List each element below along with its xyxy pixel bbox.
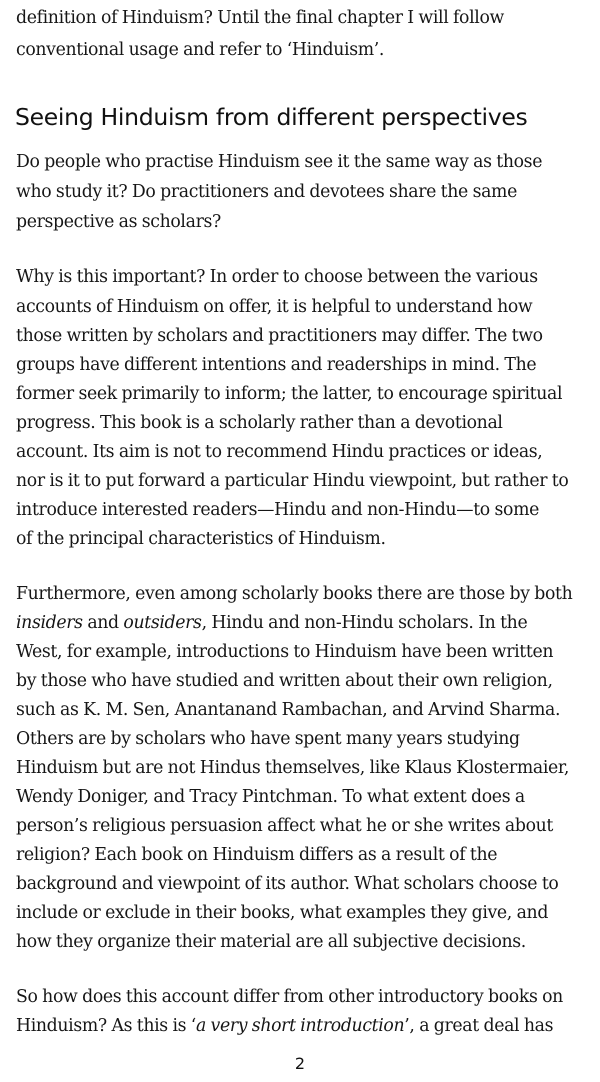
paragraph-3-line: person’s religious persuasion affect what he or she writes about (16, 816, 553, 836)
page-number: 2 (294, 1054, 306, 1073)
intro-line: conventional usage and refer to ‘Hinduism’. (16, 40, 385, 60)
paragraph-2-line: former seek primarily to inform; the latter, to encourage spiritual (16, 384, 563, 404)
paragraph-2-line: of the principal characteristics of Hinduism. (16, 529, 386, 549)
text-span: , Hindu and non-Hindu scholars. In the (201, 613, 528, 633)
paragraph-3-line: such as K. M. Sen, Anantanand Rambachan, and Arvind Sharma. (16, 700, 561, 720)
paragraph-2-line: progress. This book is a scholarly rather than a devotional (16, 413, 503, 433)
intro-line: definition of Hinduism? Until the final chapter I will follow (16, 8, 504, 28)
text-span: Hinduism? As this is ‘ (16, 1016, 196, 1036)
paragraph-1-line: Do people who practise Hinduism see it the same way as those (16, 152, 543, 172)
text-span: and (82, 613, 124, 633)
paragraph-2-line: Why is this important? In order to choose between the various (16, 267, 538, 287)
paragraph-1-line: who study it? Do practitioners and devotees share the same (16, 182, 517, 202)
paragraph-3-line: Hinduism but are not Hindus themselves, like Klaus Klostermaier, (16, 758, 570, 778)
text-span: ’, a great deal has (404, 1016, 554, 1036)
paragraph-3-line: include or exclude in their books, what examples they give, and (16, 903, 549, 923)
italic-term-insiders: insiders (16, 613, 83, 633)
paragraph-2-line: groups have different intentions and readerships in mind. The (16, 355, 537, 375)
paragraph-4-line: So how does this account differ from other introductory books on (16, 987, 563, 1007)
paragraph-3-line: background and viewpoint of its author. What scholars choose to (16, 874, 559, 894)
paragraph-2-line: account. Its aim is not to recommend Hindu practices or ideas, (16, 442, 543, 462)
paragraph-3-line (16, 611, 527, 635)
paragraph-2-line: those written by scholars and practitioners may differ. The two (16, 326, 543, 346)
paragraph-2-line: introduce interested readers—Hindu and non-Hindu—to some (16, 500, 539, 520)
paragraph-3-line: West, for example, introductions to Hinduism have been written (16, 642, 554, 662)
paragraph-3-line: religion? Each book on Hinduism differs as a result of the (16, 845, 498, 865)
paragraph-4-line (16, 1014, 553, 1038)
paragraph-1-line: perspective as scholars? (16, 212, 221, 232)
italic-book-series-title: a very short introduction (195, 1016, 405, 1036)
paragraph-3-line: Wendy Doniger, and Tracy Pintchman. To what extent does a (16, 787, 525, 807)
italic-term-outsiders: outsiders (123, 613, 202, 633)
paragraph-3-line: Furthermore, even among scholarly books there are those by both (16, 584, 573, 604)
paragraph-2-line: nor is it to put forward a particular Hindu viewpoint, but rather to (16, 471, 569, 491)
paragraph-3-line: Others are by scholars who have spent many years studying (16, 729, 520, 749)
paragraph-3-line: by those who have studied and written about their own religion, (16, 671, 553, 691)
paragraph-2-line: accounts of Hinduism on offer, it is helpful to understand how (16, 297, 533, 317)
section-heading: Seeing Hinduism from different perspectives (15, 103, 528, 131)
paragraph-3-line: how they organize their material are all subjective decisions. (16, 932, 526, 952)
